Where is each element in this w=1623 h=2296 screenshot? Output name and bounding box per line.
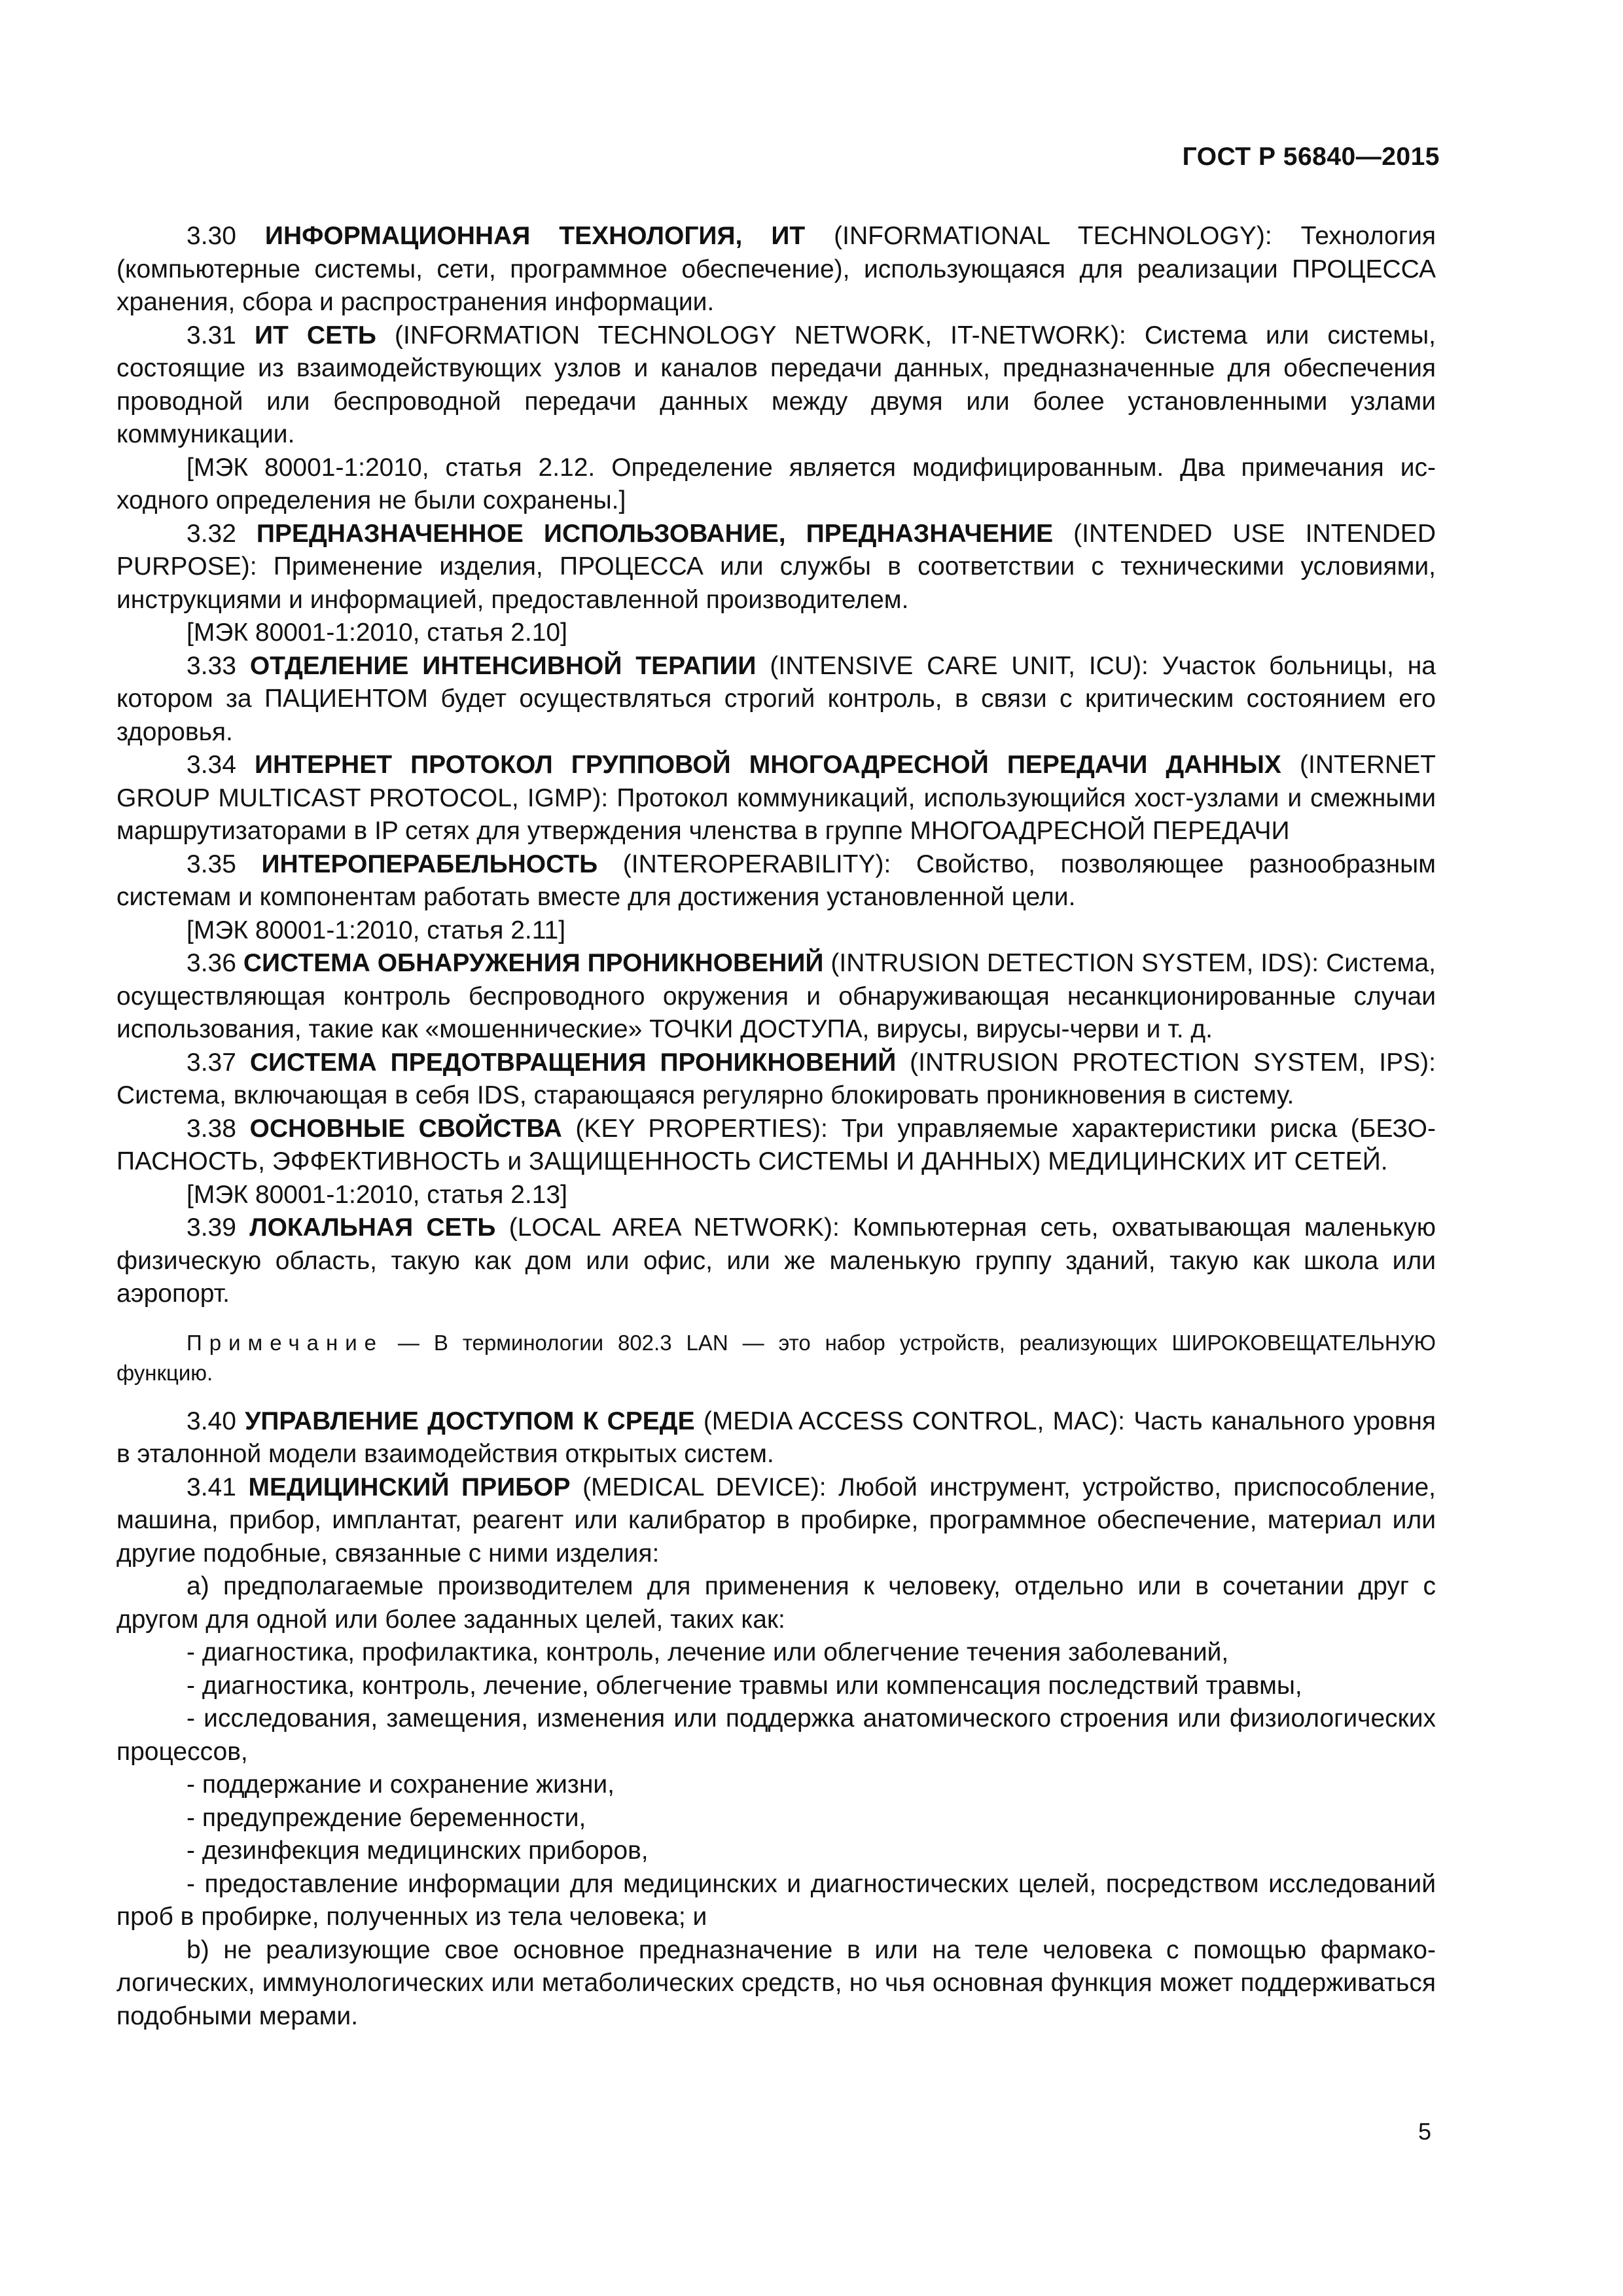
definition-text: (MEDICAL DEVICE): Любой инструмент, устройство, приспособление, машина, прибор, имплантат, реагент или калибратор в пробирке, программное обеспечение, материал или другие подобные, связанные с ними изделия: — [116, 1473, 1436, 1568]
definition-text: (INFORMATION TECHNOLOGY NETWORK, IT-NETWORK): Система или системы, состоящие из взаимодействующих узлов и каналов передачи данных, предназначенные для обеспечения проводной или беспроводной передачи данных между двумя или более установленными узлами коммуникации. — [116, 321, 1436, 448]
definition-text: (INTRUSION PROTECTION SYSTEM, IPS): Система, включающая в себя IDS, старающаяся регулярно блокировать проникновения в систему. — [116, 1048, 1436, 1109]
term-heading: УПРАВЛЕНИЕ ДОСТУПОМ К СРЕДЕ — [245, 1407, 695, 1435]
clause-number: 3.34 — [187, 751, 255, 779]
definition-3-39 — [116, 1211, 1436, 1311]
list-item: - исследования, замещения, изменения или поддержка анатомического строения или физиологических процессов, — [116, 1704, 1436, 1766]
source-reference: [МЭК 80001-1:2010, статья 2.12. Определение является модифицированным. Два примечания исходного определения не были сохранены.] — [116, 453, 1436, 514]
list-item: - поддержание и сохранение жизни, — [187, 1770, 615, 1799]
definition-text: (LOCAL AREA NETWORK): Компьютерная сеть, охватывающая маленькую физическую область, такую как дом или офис, или же маленькую группу зданий, такую как школа или аэропорт. — [116, 1213, 1436, 1308]
definition-text: (INTERNET GROUP MULTICAST PROTOCOL, IGMP): Протокол коммуникаций, использующийся хост-узлами и смежными маршрутизаторами в IP сетях для утверждения членства в группе МНОГОАДРЕСНОЙ ПЕРЕДАЧИ — [116, 751, 1436, 845]
page-number: 5 — [1418, 2118, 1431, 2145]
clause-number: 3.31 — [187, 321, 255, 350]
definition-3-38 — [116, 1113, 1436, 1179]
definition-3-31 — [116, 319, 1436, 452]
list-item: - предоставление информации для медицинских и диагностических целей, посредством исследований проб в пробирке, полученных из тела человека; и — [116, 1869, 1436, 1931]
term-heading: ЛОКАЛЬНАЯ СЕТЬ — [249, 1213, 496, 1242]
document-code-header: ГОСТ Р 56840—2015 — [1182, 143, 1440, 171]
definition-text: (KEY PROPERTIES): Три управляемые характеристики риска (БЕЗОПАСНОСТЬ, ЭФФЕКТИВНОСТЬ и ЗАЩИЩЕННОСТЬ СИСТЕМЫ И ДАННЫХ) МЕДИЦИНСКИХ ИТ СЕТЕЙ. — [116, 1114, 1436, 1175]
clause-number: 3.33 — [187, 651, 250, 680]
term-heading: ИТ СЕТЬ — [254, 321, 376, 350]
term-heading: ОТДЕЛЕНИЕ ИНТЕНСИВНОЙ ТЕРАПИИ — [249, 651, 757, 680]
clause-number: 3.41 — [187, 1473, 249, 1501]
clause-number: 3.38 — [187, 1114, 250, 1143]
clause-number: 3.39 — [187, 1213, 250, 1242]
clause-number: 3.35 — [187, 850, 262, 878]
clause-number: 3.36 — [187, 949, 243, 977]
definition-text: (INTENSIVE CARE UNIT, ICU): Участок больницы, на котором за ПАЦИЕНТОМ будет осуществляться строгий контроль, в связи с критическим состоянием его здоровья. — [116, 651, 1436, 746]
definition-3-35 — [116, 848, 1436, 914]
definition-3-40 — [116, 1405, 1436, 1471]
list-item: - диагностика, профилактика, контроль, лечение или облегчение течения заболеваний, — [187, 1638, 1229, 1666]
term-heading: МЕДИЦИНСКИЙ ПРИБОР — [248, 1473, 571, 1501]
source-reference: [МЭК 80001-1:2010, статья 2.13] — [187, 1180, 567, 1209]
document-body — [116, 220, 1436, 2033]
definition-3-30 — [116, 220, 1436, 319]
clause-number: 3.40 — [187, 1407, 245, 1435]
term-heading: ИНТЕРНЕТ ПРОТОКОЛ ГРУППОВОЙ МНОГОАДРЕСНОЙ ПЕРЕДАЧИ ДАННЫХ — [255, 751, 1281, 779]
definition-text: (INTEROPERABILITY): Свойство, позволяющее разнообразным системам и компонентам работать вместе для достижения установленной цели. — [116, 850, 1436, 911]
term-heading: ПРЕДНАЗНАЧЕННОЕ ИСПОЛЬЗОВАНИЕ, ПРЕДНАЗНАЧЕНИЕ — [256, 519, 1054, 548]
clause-number: 3.37 — [187, 1048, 250, 1077]
list-item: - диагностика, контроль, лечение, облегчение травмы или компенсация последствий травмы, — [187, 1671, 1302, 1700]
note-paragraph — [116, 1328, 1436, 1388]
term-heading: ИНТЕРОПЕРАБЕЛЬНОСТЬ — [261, 850, 598, 878]
term-heading: СИСТЕМА ОБНАРУЖЕНИЯ ПРОНИКНОВЕНИЙ — [243, 949, 824, 977]
term-heading: ИНФОРМАЦИОННАЯ ТЕХНОЛОГИЯ, ИТ — [264, 222, 806, 250]
definition-3-34 — [116, 749, 1436, 848]
note-text: — В терминологии 802.3 LAN — это набор устройств, реализующих ШИРОКОВЕЩАТЕЛЬНУЮ функцию. — [116, 1330, 1436, 1385]
definition-text: (INFORMATIONAL TECHNOLOGY): Технология (компьютерные системы, сети, программное обеспечение), использующаяся для реализации ПРОЦЕССА хранения, сбора и распространения информации. — [116, 222, 1436, 316]
note-label: Примечание — [187, 1330, 384, 1355]
definition-text: (MEDIA ACCESS CONTROL, MAC): Часть канального уровня в эталонной модели взаимодействия открытых систем. — [116, 1407, 1436, 1468]
clause-number: 3.30 — [187, 222, 265, 250]
source-reference: [МЭК 80001-1:2010, статья 2.11] — [187, 916, 566, 944]
subitem-b: b) не реализующие свое основное предназначение в или на теле человека с помощью фармакологических, иммунологических или метаболических средств, но чья основная функция может поддерживаться подобными мерами. — [116, 1935, 1436, 2030]
subitem-a: а) предполагаемые производителем для применения к человеку, отдельно или в сочетании друг с другом для одной или более заданных целей, таких как: — [116, 1572, 1436, 1634]
definition-3-41 — [116, 1471, 1436, 1571]
definition-text: (INTENDED USE INTENDED PURPOSE): Применение изделия, ПРОЦЕССА или службы в соответствии с техническими условиями, инструкциями и информацией, предоставленной производителем. — [116, 519, 1436, 614]
definition-3-37 — [116, 1047, 1436, 1113]
clause-number: 3.32 — [187, 519, 257, 548]
definition-text: (INTRUSION DETECTION SYSTEM, IDS): Система, осуществляющая контроль беспроводного окружения и обнаруживающая несанкционированные случаи использования, такие как «мошеннические» ТОЧКИ ДОСТУПА, вирусы, вирусы-черви и т. д. — [116, 949, 1436, 1043]
term-heading: СИСТЕМА ПРЕДОТВРАЩЕНИЯ ПРОНИКНОВЕНИЙ — [249, 1048, 897, 1077]
list-item: - дезинфекция медицинских приборов, — [187, 1837, 649, 1865]
list-item: - предупреждение беременности, — [187, 1803, 586, 1832]
definition-3-32 — [116, 518, 1436, 617]
definition-3-33 — [116, 650, 1436, 749]
definition-3-36 — [116, 947, 1436, 1047]
source-reference: [МЭК 80001-1:2010, статья 2.10] — [187, 619, 567, 647]
term-heading: ОСНОВНЫЕ СВОЙСТВА — [249, 1114, 562, 1143]
